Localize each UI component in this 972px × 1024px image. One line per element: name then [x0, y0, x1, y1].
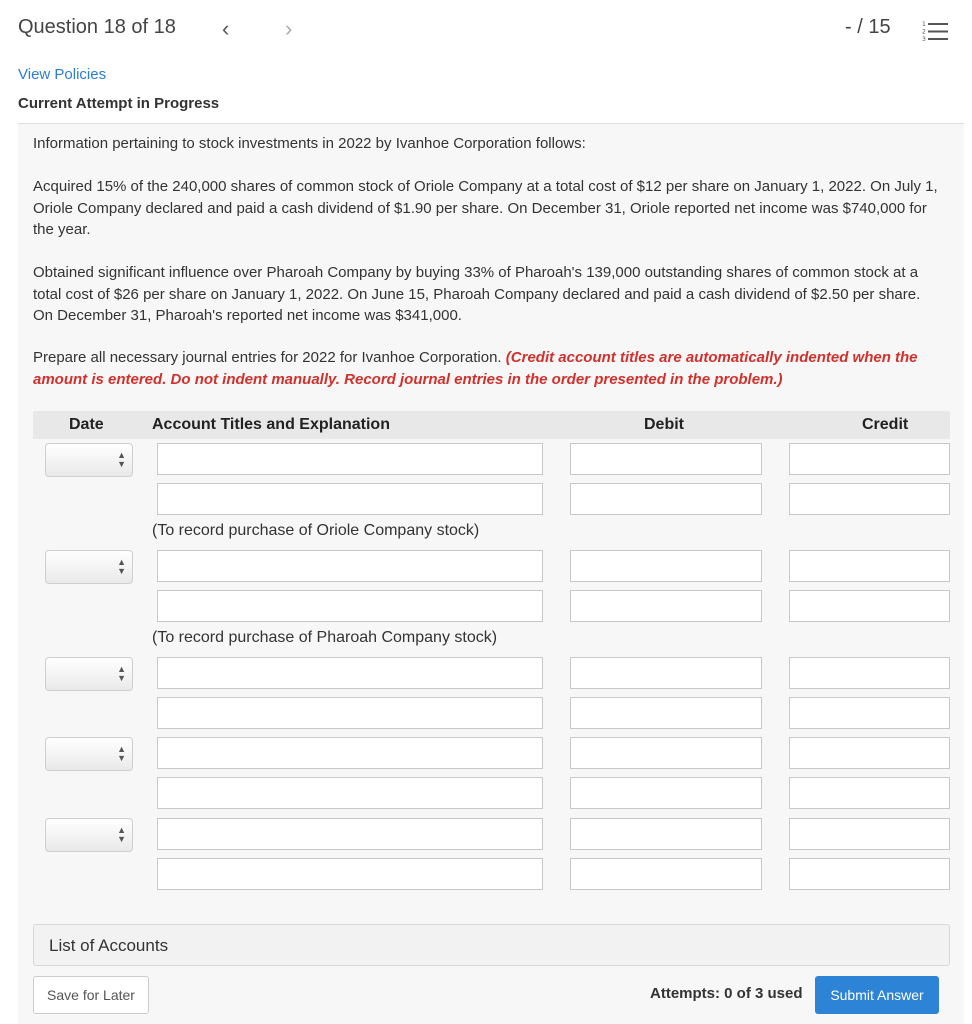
- header-credit: Credit: [862, 416, 909, 433]
- select-arrows-icon: ▲ ▼: [117, 825, 126, 844]
- chevron-left-icon[interactable]: ‹: [222, 16, 230, 41]
- credit-input[interactable]: [789, 483, 950, 515]
- svg-text:3: 3: [922, 36, 926, 42]
- header-account: Account Titles and Explanation: [152, 416, 390, 433]
- account-title-input[interactable]: [157, 818, 543, 850]
- problem-paragraph-pharoah: Obtained significant influence over Pharoah Company by buying 33% of Pharoah's 139,000 outstanding shares of common stock at a total cost of $26 per share on January 1, 2022. On June 15, Pharoah Company declared and paid a cash dividend of $2.50 per share. On December 31, Pharoah's reported net income was $341,000.: [33, 264, 921, 324]
- select-arrows-icon: ▲ ▼: [117, 450, 126, 469]
- problem-instruction: [33, 347, 943, 390]
- date-select[interactable]: [45, 737, 133, 771]
- credit-input[interactable]: [789, 858, 950, 890]
- journal-table-header: [33, 411, 950, 439]
- debit-input[interactable]: [570, 858, 762, 890]
- credit-input[interactable]: [789, 697, 950, 729]
- debit-input[interactable]: [570, 657, 762, 689]
- view-policies-link[interactable]: View Policies: [18, 66, 107, 83]
- save-for-later-button[interactable]: Save for Later: [33, 976, 149, 1014]
- account-title-input[interactable]: [157, 657, 543, 689]
- credit-input[interactable]: [789, 590, 950, 622]
- account-title-input[interactable]: [157, 443, 543, 475]
- list-of-accounts-toggle[interactable]: [33, 924, 950, 966]
- account-title-input[interactable]: [157, 858, 543, 890]
- credit-input[interactable]: [789, 737, 950, 769]
- problem-intro: Information pertaining to stock investments in 2022 by Ivanhoe Corporation follows:: [33, 135, 586, 152]
- date-select[interactable]: [45, 550, 133, 584]
- date-select[interactable]: [45, 657, 133, 691]
- debit-input[interactable]: [570, 443, 762, 475]
- submit-answer-button[interactable]: Submit Answer: [815, 976, 939, 1014]
- debit-input[interactable]: [570, 697, 762, 729]
- credit-input[interactable]: [789, 818, 950, 850]
- credit-input[interactable]: [789, 550, 950, 582]
- entry-explanation: (To record purchase of Pharoah Company stock): [152, 629, 498, 646]
- instruction-text: Prepare all necessary journal entries for 2022 for Ivanhoe Corporation.: [33, 349, 502, 366]
- select-arrows-icon: ▲ ▼: [117, 664, 126, 683]
- header-date: Date: [69, 416, 104, 433]
- debit-input[interactable]: [570, 818, 762, 850]
- account-title-input[interactable]: [157, 697, 543, 729]
- svg-text:2: 2: [922, 28, 926, 36]
- date-select[interactable]: [45, 443, 133, 477]
- list-of-accounts-label: List of Accounts: [49, 936, 169, 955]
- numbered-list-icon[interactable]: [922, 20, 948, 42]
- debit-input[interactable]: [570, 550, 762, 582]
- date-select[interactable]: [45, 818, 133, 852]
- chevron-right-icon[interactable]: ›: [285, 16, 293, 41]
- problem-paragraph-oriole: Acquired 15% of the 240,000 shares of common stock of Oriole Company at a total cost of $12 per share on January 1, 2022. On July 1, Oriole Company declared and paid a cash dividend of $1.90 per share. On December 31, Oriole reported net income was $740,000 for the year.: [33, 178, 938, 238]
- account-title-input[interactable]: [157, 737, 543, 769]
- attempts-counter: Attempts: 0 of 3 used: [650, 985, 803, 1002]
- instruction-note: (Credit account titles are automatically indented when the amount is entered. Do not indent manually. Record journal entries in the order presented in the problem.): [33, 349, 918, 388]
- header-debit: Debit: [644, 416, 684, 433]
- select-arrows-icon: ▲ ▼: [117, 744, 126, 763]
- svg-text:1: 1: [922, 21, 926, 28]
- question-counter: Question 18 of 18: [18, 16, 176, 38]
- credit-input[interactable]: [789, 443, 950, 475]
- top-bar: [0, 0, 972, 58]
- entry-explanation: (To record purchase of Oriole Company stock): [152, 522, 480, 539]
- account-title-input[interactable]: [157, 590, 543, 622]
- debit-input[interactable]: [570, 777, 762, 809]
- credit-input[interactable]: [789, 777, 950, 809]
- debit-input[interactable]: [570, 590, 762, 622]
- score-display: - / 15: [845, 16, 891, 38]
- attempt-status-heading: Current Attempt in Progress: [18, 95, 220, 112]
- account-title-input[interactable]: [157, 483, 543, 515]
- account-title-input[interactable]: [157, 550, 543, 582]
- credit-input[interactable]: [789, 657, 950, 689]
- debit-input[interactable]: [570, 483, 762, 515]
- account-title-input[interactable]: [157, 777, 543, 809]
- debit-input[interactable]: [570, 737, 762, 769]
- select-arrows-icon: ▲ ▼: [117, 557, 126, 576]
